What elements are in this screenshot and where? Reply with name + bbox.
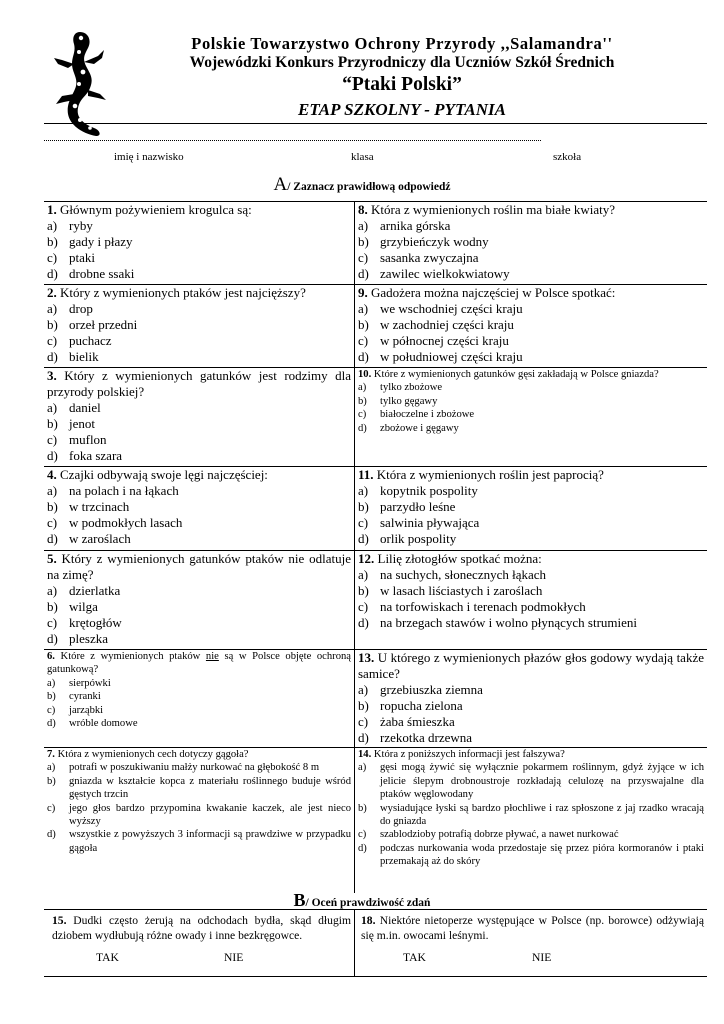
question-9: 9. Gadożera można najczęściej w Polsce spotkać: a) we wschodniej części kraju b) w zachodniej części kraju c) w północnej części kraju d) w południowej części kraju	[355, 285, 707, 367]
option[interactable]: a) potrafi w poszukiwaniu małży nurkować na głębokość 8 m	[47, 762, 320, 774]
option[interactable]: d) orlik pospolity	[358, 531, 457, 546]
option[interactable]: a) daniel	[47, 400, 101, 415]
question-row	[44, 551, 707, 650]
question-row	[44, 368, 707, 467]
option[interactable]: a) we wschodniej części kraju	[358, 301, 523, 316]
option[interactable]: d) bielik	[47, 349, 99, 364]
section-a-heading: A/ Zaznacz prawidłową odpowiedź	[273, 174, 451, 195]
option[interactable]: a) na suchych, słonecznych łąkach	[358, 567, 547, 582]
option[interactable]: b) ropucha zielona	[358, 698, 463, 713]
question-row	[44, 748, 707, 893]
question-1: 1. Głównym pożywieniem krogulca są: a) ryby b) gady i płazy c) ptaki d) drobne ssaki	[44, 202, 355, 284]
question-14: 14. Która z poniższych informacji jest fałszywa? a) gęsi mogą żywić się wyłącznie pokarmem roślinnym, gdyż żyjące w ich jelicie ślepym drobnoustroje rozkładają celulozę na przyswajalne dla ptaków węglowodany b) wysiadujące łyski są bardzo płochliwe i raz spłoszone z jaj rzadko wracają do gniazda c) szablodzioby potrafią dobrze pływać, a nawet nurkować d) podczas nurkowania woda przedostaje się przez pióra kormoranów i ptaki przemakają aż do skóry	[358, 749, 704, 868]
question-row	[44, 650, 707, 748]
option[interactable]: b) gniazda w kształcie kopca z materiału roślinnego buduje wśród gęstych trzcin	[47, 775, 351, 801]
option[interactable]: b) wilga	[47, 599, 98, 614]
option[interactable]: b) w lasach liściastych i zaroślach	[358, 583, 543, 598]
contest-name: Wojewódzki Konkurs Przyrodniczy dla Uczniów Szkół Średnich	[189, 54, 615, 71]
option[interactable]: a) dzierlatka	[47, 583, 121, 598]
question-row	[44, 467, 707, 551]
student-info-line	[44, 140, 541, 141]
false-option[interactable]: NIE	[532, 951, 552, 964]
option[interactable]: d) w południowej części kraju	[358, 349, 523, 364]
question-3: 3. Który z wymienionych gatunków jest rodzimy dla przyrody polskiej? a) daniel b) jenot c) muflon d) foka szara	[44, 368, 355, 466]
question-8: 8. Która z wymienionych roślin ma białe kwiaty? a) arnika górska b) grzybieńczyk wodny c) sasanka zwyczajna d) zawilec wielkokwiatowy	[355, 202, 707, 284]
option[interactable]: a) kopytnik pospolity	[358, 483, 478, 498]
class-label: klasa	[351, 151, 374, 163]
option[interactable]: c) na torfowiskach i terenach podmokłych	[358, 599, 586, 614]
option[interactable]: b) jenot	[47, 416, 95, 431]
question-10: 10. Które z wymienionych gatunków gęsi zakładają w Polsce gniazda? a) tylko zbożowe b) tylko gęgawy c) białoczelne i zbożowe d) zbożowe i gęgawy	[355, 368, 707, 466]
option[interactable]: a) drop	[47, 301, 93, 316]
false-option[interactable]: NIE	[224, 951, 244, 964]
option[interactable]: a) gęsi mogą żywić się wyłącznie pokarmem roślinnym, gdyż żyjące w ich jelicie ślepym drobnoustroje rozkładają celulozę na przyswajalne dla ptaków węglowodany	[358, 762, 704, 801]
option[interactable]: b) grzybieńczyk wodny	[358, 234, 489, 249]
stage-title: ETAP SZKOLNY - PYTANIA	[298, 100, 506, 119]
question-7: 7. Która z wymienionych cech dotyczy gągoła? a) potrafi w poszukiwaniu małży nurkować na głębokość 8 m b) gniazda w kształcie kopca z materiału roślinnego buduje wśród gęstych trzcin c) jego głos bardzo przypomina kwakanie kaczek, ale jest nieco wyższy d) wszystkie z powyższych 3 informacji są prawdziwe w przypadku gągoła	[44, 748, 355, 893]
option[interactable]: a) tylko zbożowe	[358, 382, 443, 394]
option[interactable]: d) wróble domowe	[47, 718, 138, 730]
true-option[interactable]: TAK	[96, 951, 119, 964]
question-5: 5. Który z wymienionych gatunków ptaków nie odlatuje na zimę? a) dzierlatka b) wilga c) krętogłów d) pleszka	[44, 551, 355, 649]
question-6: 6. Które z wymienionych ptaków nie są w Polsce objęte ochroną gatunkową? a) sierpówki b) cyranki c) jarząbki d) wróble domowe	[44, 650, 355, 747]
statement-18: 18. Niektóre nietoperze występujące w Polsce (np. borowce) odżywiają się m.in. owocami leśnymi. TAK NIE	[361, 914, 704, 964]
school-label: szkoła	[553, 151, 582, 163]
option[interactable]: c) puchacz	[47, 333, 112, 348]
option[interactable]: c) krętogłów	[47, 615, 122, 630]
option[interactable]: b) gady i płazy	[47, 234, 133, 249]
option[interactable]: c) sasanka zwyczajna	[358, 250, 479, 265]
option[interactable]: d) zbożowe i gęgawy	[358, 422, 459, 434]
name-label: imię i nazwisko	[114, 151, 184, 163]
option[interactable]: b) cyranki	[47, 691, 101, 703]
option[interactable]: a) na polach i na łąkach	[47, 483, 179, 498]
option[interactable]: b) parzydło leśne	[358, 499, 456, 514]
option[interactable]: c) żaba śmieszka	[358, 714, 455, 729]
option[interactable]: b) orzeł przedni	[47, 317, 138, 332]
option[interactable]: c) jego głos bardzo przypomina kwakanie kaczek, ale jest nieco wyższy	[47, 802, 351, 828]
question-2: 2. Który z wymienionych ptaków jest najcięższy? a) drop b) orzeł przedni c) puchacz d) bielik	[44, 285, 355, 367]
questions-grid	[44, 201, 707, 893]
option[interactable]: c) białoczelne i zbożowe	[358, 409, 475, 421]
option[interactable]: c) muflon	[47, 432, 107, 447]
option[interactable]: c) szablodzioby potrafią dobrze pływać, a nawet nurkować	[358, 829, 619, 841]
option[interactable]: d) pleszka	[47, 631, 108, 646]
question-13: 13. U którego z wymienionych płazów głos godowy wydają także samice? a) grzebiuszka ziemna b) ropucha zielona c) żaba śmieszka d) rzekotka drzewna	[358, 650, 704, 745]
option[interactable]: a) grzebiuszka ziemna	[358, 682, 483, 697]
option[interactable]: d) podczas nurkowania woda przedostaje się przez pióra kormoranów i ptaki przemakają aż do skóry	[358, 842, 704, 868]
option[interactable]: c) salwinia pływająca	[358, 515, 480, 530]
option[interactable]: a) sierpówki	[47, 677, 111, 689]
option[interactable]: b) w trzcinach	[47, 499, 130, 514]
option[interactable]: d) wszystkie z powyższych 3 informacji są prawdziwe w przypadku gągoła	[47, 829, 351, 854]
header-rule	[44, 123, 707, 124]
option[interactable]: d) w zaroślach	[47, 531, 131, 546]
option[interactable]: d) foka szara	[47, 448, 123, 463]
organization-name: Polskie Towarzystwo Ochrony Przyrody ,,Salamandra''	[191, 34, 613, 53]
option[interactable]: d) na brzegach stawów i wolno płynących strumieni	[358, 615, 638, 630]
option[interactable]: b) tylko gęgawy	[358, 395, 438, 407]
question-4: 4. Czajki odbywają swoje lęgi najczęściej: a) na polach i na łąkach b) w trzcinach c) w podmokłych lasach d) w zaroślach	[44, 467, 355, 550]
option[interactable]: c) w podmokłych lasach	[47, 515, 183, 530]
question-row	[44, 285, 707, 368]
option[interactable]: d) zawilec wielkokwiatowy	[358, 266, 510, 281]
option[interactable]: c) w północnej części kraju	[358, 333, 509, 348]
question-12: 12. Lilię złotogłów spotkać można: a) na suchych, słonecznych łąkach b) w lasach liściastych i zaroślach c) na torfowiskach i terenach podmokłych d) na brzegach stawów i wolno płynących strumieni	[355, 551, 707, 649]
question-11: 11. Która z wymienionych roślin jest paprocią? a) kopytnik pospolity b) parzydło leśne c) salwinia pływająca d) orlik pospolity	[355, 467, 707, 550]
option[interactable]: a) arnika górska	[358, 218, 451, 233]
question-row	[44, 202, 707, 285]
option[interactable]: b) w zachodniej części kraju	[358, 317, 514, 332]
option[interactable]: a) ryby	[47, 218, 93, 233]
option[interactable]: c) jarząbki	[47, 704, 104, 716]
true-option[interactable]: TAK	[403, 951, 426, 964]
option[interactable]: d) drobne ssaki	[47, 266, 135, 281]
contest-theme: “Ptaki Polski”	[342, 74, 462, 95]
option[interactable]: d) rzekotka drzewna	[358, 730, 473, 745]
true-false-grid	[44, 909, 707, 977]
option[interactable]: b) wysiadujące łyski są bardzo płochliwe i raz spłoszone z jaj rzadko wracają do gniazda	[358, 802, 704, 828]
option[interactable]: c) ptaki	[47, 250, 95, 265]
section-b-heading: B/ Oceń prawdziwość zdań	[293, 890, 431, 910]
statement-15: 15. Dudki często żerują na odchodach bydła, skąd długim dziobem wydłubują różne owady i inne bezkręgowce. TAK NIE	[44, 910, 355, 976]
